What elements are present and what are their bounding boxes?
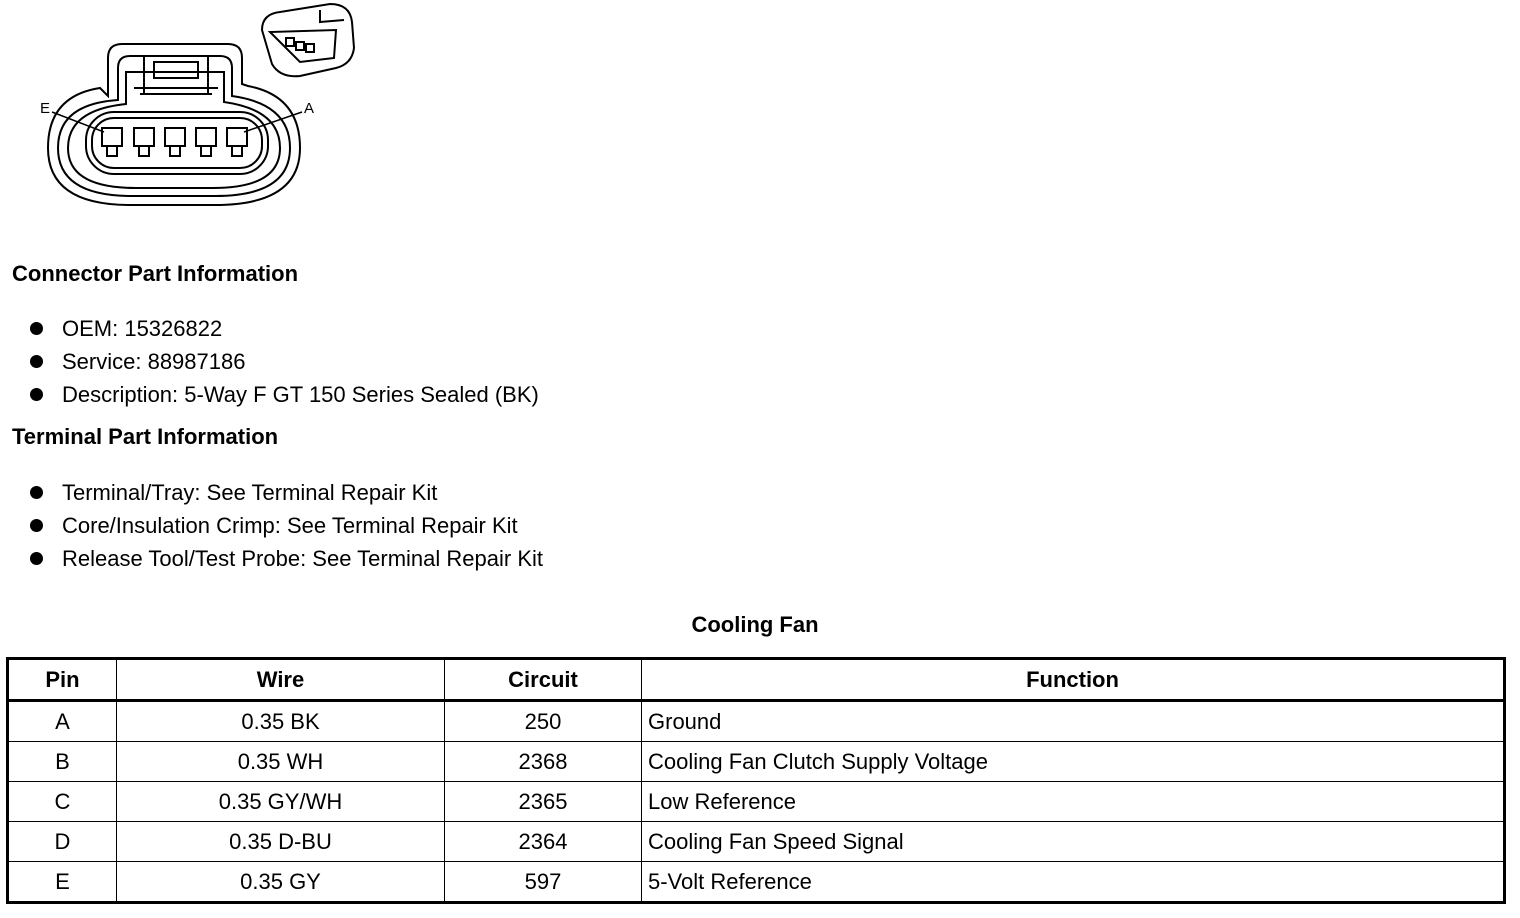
terminal-tray: Terminal/Tray: See Terminal Repair Kit [62, 480, 438, 505]
cell-circuit: 597 [445, 862, 642, 903]
bullet-icon [30, 322, 43, 335]
header-pin: Pin [8, 659, 117, 701]
bullet-icon [30, 355, 43, 368]
table-row [8, 822, 1505, 862]
table-row [8, 862, 1505, 903]
cell-circuit: 2364 [445, 822, 642, 862]
list-item [28, 312, 539, 345]
cell-wire: 0.35 D-BU [117, 822, 445, 862]
pinout-table [6, 657, 1506, 904]
cell-function: Low Reference [642, 782, 1505, 822]
list-item [28, 476, 543, 509]
cell-wire: 0.35 WH [117, 742, 445, 782]
cell-wire: 0.35 GY/WH [117, 782, 445, 822]
connector-info-list [28, 312, 539, 411]
bullet-icon [30, 486, 43, 499]
pin-cavity-d [134, 128, 154, 146]
bullet-icon [30, 552, 43, 565]
cell-pin: B [8, 742, 117, 782]
pin-cavity-e [102, 128, 122, 146]
pin-cavity-a [227, 128, 247, 146]
pin-cavity-c [165, 128, 185, 146]
pin-cavity-b [196, 128, 216, 146]
header-wire: Wire [117, 659, 445, 701]
cell-function: Ground [642, 701, 1505, 742]
terminal-release-tool: Release Tool/Test Probe: See Terminal Repair Kit [62, 546, 543, 571]
cell-pin: D [8, 822, 117, 862]
table-header-row [8, 659, 1505, 701]
table-row [8, 701, 1505, 742]
bullet-icon [30, 519, 43, 532]
cell-wire: 0.35 GY [117, 862, 445, 903]
list-item [28, 378, 539, 411]
cell-function: 5-Volt Reference [642, 862, 1505, 903]
terminal-crimp: Core/Insulation Crimp: See Terminal Repair Kit [62, 513, 518, 538]
header-function: Function [642, 659, 1505, 701]
cell-function: Cooling Fan Speed Signal [642, 822, 1505, 862]
cell-pin: E [8, 862, 117, 903]
list-item [28, 542, 543, 575]
cell-pin: C [8, 782, 117, 822]
bullet-icon [30, 388, 43, 401]
pin-label-a: A [304, 100, 315, 117]
connector-thumbnail [262, 4, 354, 76]
connector-face-diagram [0, 0, 370, 220]
list-item [28, 509, 543, 542]
cell-circuit: 2368 [445, 742, 642, 782]
cell-pin: A [8, 701, 117, 742]
connector-oem: OEM: 15326822 [62, 316, 223, 341]
table-title: Cooling Fan [691, 612, 819, 637]
cell-function: Cooling Fan Clutch Supply Voltage [642, 742, 1505, 782]
pin-label-e: E [40, 100, 51, 117]
header-circuit: Circuit [445, 659, 642, 701]
table-row [8, 742, 1505, 782]
terminal-info-heading: Terminal Part Information [12, 424, 279, 449]
list-item [28, 345, 539, 378]
cell-wire: 0.35 BK [117, 701, 445, 742]
connector-service: Service: 88987186 [62, 349, 246, 374]
connector-description: Description: 5-Way F GT 150 Series Sealed (BK) [62, 382, 539, 407]
connector-info-heading: Connector Part Information [12, 261, 299, 286]
cell-circuit: 250 [445, 701, 642, 742]
terminal-info-list [28, 476, 543, 575]
cell-circuit: 2365 [445, 782, 642, 822]
table-row [8, 782, 1505, 822]
